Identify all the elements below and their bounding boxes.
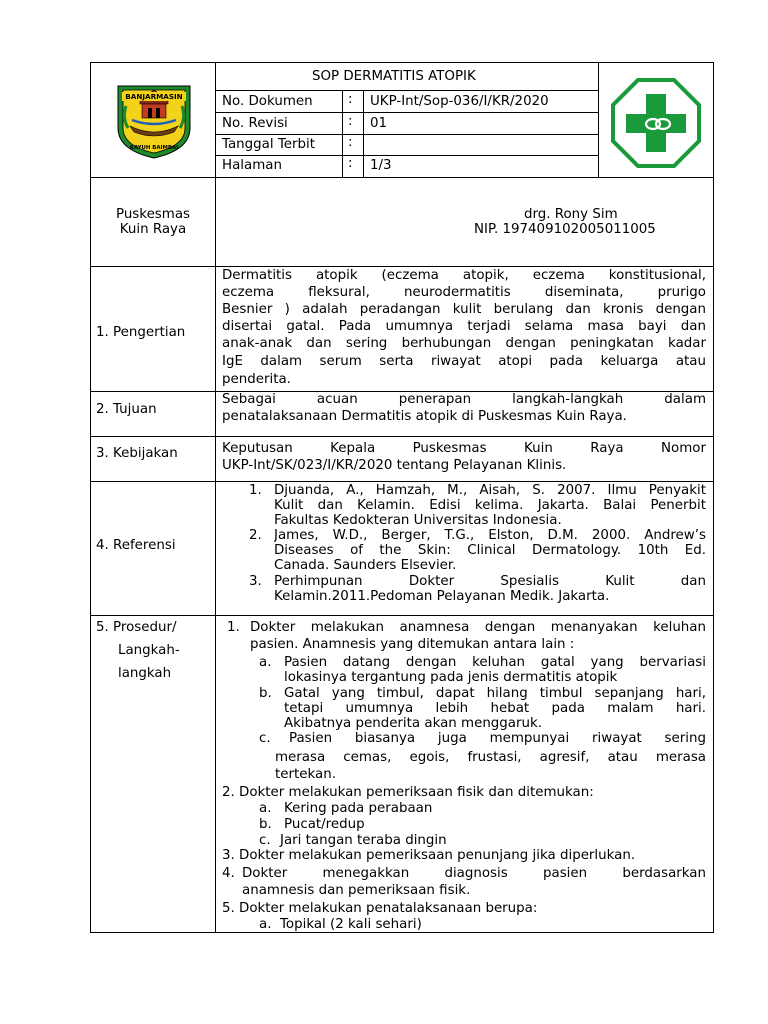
substep-letter: b.: [259, 817, 272, 832]
label-halaman: Halaman: [222, 158, 282, 173]
step-number: 4.: [222, 866, 235, 881]
reference-line: James, W.D., Berger, T.G., Elston, D.M. 2000. Andrew’s: [274, 528, 706, 543]
pengertian-line: Dermatitis atopik (eczema atopik, eczema konstitusional,: [222, 268, 706, 283]
sep-tanggal-terbit: :: [348, 135, 353, 150]
signer-name: drg. Rony Sim: [524, 207, 618, 222]
label-no-revisi: No. Revisi: [222, 116, 288, 131]
substep-line: Jari tangan teraba dingin: [280, 833, 447, 848]
substep-letter: a.: [259, 655, 272, 670]
substep-letter: a.: [259, 917, 272, 932]
puskesmas-logo: [611, 78, 701, 168]
substep-line: Pucat/redup: [284, 817, 365, 832]
step-line: 3. Dokter melakukan pemeriksaan penunjang jika diperlukan.: [222, 848, 636, 863]
pengertian-line: IgE dalam serum serta riwayat atopi pada keluarga atau: [222, 354, 706, 369]
substep-letter: c.: [259, 833, 271, 848]
reference-line: Kelamin.2011.Pedoman Pelayanan Medik. Jakarta.: [274, 589, 610, 604]
substep-letter: a.: [259, 801, 272, 816]
reference-number: 1.: [249, 483, 262, 498]
pengertian-line: penderita.: [222, 372, 291, 387]
substep-line: merasa cemas, egois, frustasi, agresif, atau merasa: [275, 750, 706, 765]
step-line: pasien. Anamnesis yang ditemukan antara lain :: [250, 637, 575, 652]
pengertian-line: Besnier ) adalah peradangan kulit berulang dan kronis dengan: [222, 302, 706, 317]
signer-nip: NIP. 197409102005011005: [474, 222, 656, 237]
section-label-pengertian: 1. Pengertian: [96, 325, 186, 340]
prosedur-label-line: 5. Prosedur/: [96, 620, 177, 635]
logo-text-bottom: KAYUH BAIMBAI: [129, 145, 179, 151]
step-line: 5. Dokter melakukan penatalaksanaan berupa:: [222, 901, 538, 916]
page-title: SOP DERMATITIS ATOPIK: [312, 69, 476, 84]
substep-letter: c.: [259, 731, 271, 746]
pengertian-line: eczema fleksural, neurodermatitis diseminata, prurigo: [222, 285, 706, 300]
reference-line: Djuanda, A., Hamzah, M., Aisah, S. 2007. Ilmu Penyakit: [274, 483, 706, 498]
tujuan-line: Sebagai acuan penerapan langkah-langkah dalam: [222, 392, 706, 407]
step-line: anamnesis dan pemeriksaan fisik.: [242, 883, 471, 898]
reference-line: Fakultas Kedokteran Universitas Indonesia.: [274, 513, 562, 528]
substep-letter: b.: [259, 686, 272, 701]
kebijakan-line: UKP-Int/SK/023/I/KR/2020 tentang Pelayanan Klinis.: [222, 458, 567, 473]
pengertian-line: disertai gatal. Pada umumnya terjadi selama masa bayi dan: [222, 319, 706, 334]
section-label-kebijakan: 3. Kebijakan: [96, 446, 178, 461]
section-label-referensi: 4. Referensi: [96, 538, 176, 553]
logo-text-top: BANJARMASIN: [125, 92, 183, 101]
substep-line: tertekan.: [275, 767, 336, 782]
substep-line: Akibatnya penderita akan menggaruk.: [284, 716, 543, 731]
org-name-line1: Puskesmas: [115, 207, 191, 222]
reference-line: Canada. Saunders Elsevier.: [274, 558, 457, 573]
step-line: Dokter melakukan anamnesa dengan menanyakan keluhan: [250, 620, 706, 635]
sep-no-revisi: :: [348, 114, 353, 129]
step-line: 2. Dokter melakukan pemeriksaan fisik dan ditemukan:: [222, 785, 594, 800]
banjarmasin-logo: [114, 76, 194, 160]
label-no-dokumen: No. Dokumen: [222, 94, 313, 109]
org-name: [91, 207, 215, 237]
reference-number: 2.: [249, 528, 262, 543]
substep-line: Kering pada perabaan: [284, 801, 433, 816]
reference-line: Kulit dan Kelamin. Edisi kelima. Jakarta. Balai Penerbit: [274, 498, 706, 513]
reference-line: Diseases of the Skin: Clinical Dermatology. 10th Ed.: [274, 543, 706, 558]
org-name-line2: Kuin Raya: [119, 222, 187, 237]
value-halaman: 1/3: [370, 158, 392, 173]
step-line: Dokter menegakkan diagnosis pasien berdasarkan: [242, 866, 706, 881]
value-no-dokumen: UKP-Int/Sop-036/I/KR/2020: [370, 94, 549, 109]
substep-line: tetapi umumnya lebih hebat pada malam hari.: [284, 701, 706, 716]
value-no-revisi: 01: [370, 116, 388, 131]
label-tanggal-terbit: Tanggal Terbit: [222, 137, 315, 152]
pengertian-line: anak-anak dan sering berhubungan dengan peningkatan kadar: [222, 336, 706, 351]
step-number: 1.: [227, 620, 240, 635]
reference-line: Perhimpunan Dokter Spesialis Kulit dan: [274, 574, 706, 589]
prosedur-label-line: Langkah-: [118, 643, 180, 658]
prosedur-label-line: langkah: [118, 666, 172, 681]
tujuan-line: penatalaksanaan Dermatitis atopik di Puskesmas Kuin Raya.: [222, 409, 627, 424]
substep-line: Pasien biasanya juga mempunyai riwayat sering: [289, 731, 706, 746]
section-label-tujuan: 2. Tujuan: [96, 402, 157, 417]
sep-halaman: :: [348, 156, 353, 171]
reference-number: 3.: [249, 574, 262, 589]
substep-line: lokasinya tergantung pada jenis dermatitis atopik: [284, 670, 618, 685]
sep-no-dokumen: :: [348, 92, 353, 107]
kebijakan-line: Keputusan Kepala Puskesmas Kuin Raya Nomor: [222, 441, 706, 456]
substep-line: Topikal (2 kali sehari): [280, 917, 422, 932]
substep-line: Pasien datang dengan keluhan gatal yang bervariasi: [284, 655, 706, 670]
substep-line: Gatal yang timbul, dapat hilang timbul sepanjang hari,: [284, 686, 706, 701]
